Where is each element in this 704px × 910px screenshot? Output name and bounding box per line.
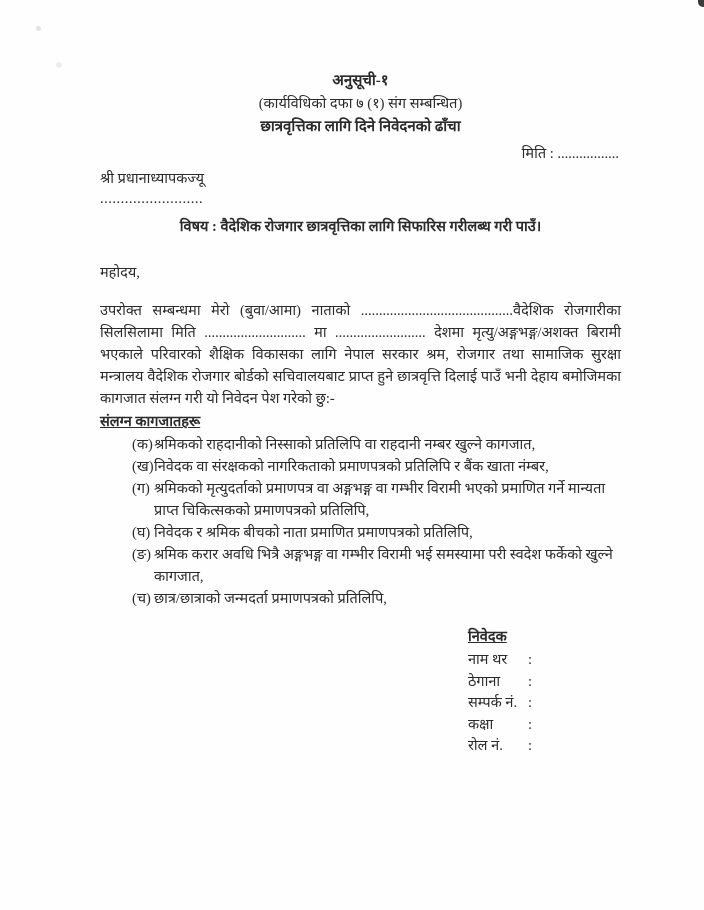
- subject-line: विषय : वैदेशिक रोजगार छात्रवृत्तिका लागि सिफारिस गरीलब्ध गरी पाउँ।: [179, 219, 542, 235]
- applicant-fields: [468, 650, 621, 758]
- salutation: महोदय,: [100, 265, 140, 281]
- attachment-marker: (च): [132, 591, 151, 607]
- applicant-heading: निवेदक: [468, 629, 507, 645]
- field-label: नाम थर: [468, 652, 508, 668]
- attachment-text: निवेदक वा संरक्षकको नागरिकताको प्रमाणपत्रको प्रतिलिपि र बैंक खाता नंम्बर,: [154, 459, 549, 475]
- addressee-block: [100, 168, 621, 208]
- attachment-marker: (ङ): [132, 547, 151, 563]
- field-colon: :: [528, 716, 533, 733]
- scan-corner-artifact: [698, 0, 704, 7]
- applicant-field-row: [468, 736, 621, 758]
- schedule-title: अनुसूची-१: [332, 73, 389, 89]
- attachment-text: श्रमिक करार अवधि भित्रै अङ्गभङ्ग वा गम्भीर विरामी भई समस्यामा परी स्वदेश फर्केको खुल्ने कागजात,: [154, 547, 613, 585]
- body-paragraph: उपरोक्त सम्बन्धमा मेरो (बुवा/आमा) नाताको ..........................................वैदेशिक रोजगारीका सिलसिलामा मिति ............................ मा ......................... देशमा मृत्यु/अङ्गभङ्ग/अशक्त बिरामी भएकाले परिवारको शैक्षिक विकासका लागि नेपाल सरकार श्रम, रोजगार तथा सामाजिक सुरक्षा मन्त्रालय वैदेशिक रोजगार बोर्डको सचिवालयबाट प्राप्त हुने छात्रवृत्ति दिलाई पाउँ भनी देहाय बमोजिमका कागजात संलग्न गरी यो निवेदन पेश गरेको छु:-: [100, 303, 621, 407]
- field-label: रोल नं.: [468, 738, 503, 754]
- attachment-marker: (घ): [132, 525, 151, 541]
- field-label: सम्पर्क नं.: [468, 695, 518, 711]
- field-label: ठेगाना: [468, 673, 501, 690]
- applicant-block: [468, 626, 621, 758]
- attachment-text: श्रमिकको मृत्युदर्ताको प्रमाणपत्र वा अङ्गभङ्ग वा गम्भीर विरामी भएको प्रमाणित गर्ने मान्यता प्राप्त चिकित्सकको प्रमाणपत्रको प्रतिलिपि,: [154, 481, 606, 519]
- schedule-subtitle: (कार्यविधिको दफा ७ (१) संग सम्बन्धित): [258, 96, 463, 112]
- applicant-field-row: [468, 672, 621, 694]
- addressee-blank-line: .........................: [100, 191, 204, 207]
- field-colon: :: [528, 695, 533, 711]
- applicant-field-row: [468, 715, 621, 737]
- attachment-text: छात्र/छात्राको जन्मदर्ता प्रमाणपत्रको प्रतिलिपि,: [154, 591, 387, 607]
- document-header: [100, 70, 621, 138]
- attachment-marker: (ग): [132, 481, 150, 497]
- field-colon: :: [528, 738, 533, 754]
- attachment-text: श्रमिकको राहदानीको निस्साको प्रतिलिपि वा राहदानी नम्बर खुल्ने कागजात,: [154, 437, 536, 453]
- form-title: छात्रवृत्तिका लागि दिने निवेदनको ढाँचा: [260, 119, 461, 135]
- attachment-item: [100, 434, 621, 456]
- attachment-marker: (ख): [132, 459, 154, 475]
- field-colon: :: [528, 652, 533, 668]
- attachment-item: [100, 522, 621, 544]
- attachment-text: निवेदक र श्रमिक बीचको नाता प्रमाणित प्रमाणपत्रको प्रतिलिपि,: [154, 525, 473, 541]
- applicant-field-row: [468, 650, 621, 672]
- attachment-item: [100, 456, 621, 478]
- scan-speck: [36, 26, 41, 31]
- attachment-marker: (क): [132, 437, 153, 453]
- attachment-item: [100, 588, 621, 610]
- date-line: मिति : .................: [521, 146, 619, 162]
- attachments-heading: संलग्न कागजातहरू: [100, 414, 201, 430]
- scan-speck: [56, 62, 62, 68]
- field-label: कक्षा: [468, 716, 494, 733]
- addressee-name: श्री प्रधानाध्यापकज्यू: [100, 171, 205, 187]
- document-content: [100, 70, 621, 758]
- attachment-item: [100, 544, 621, 588]
- applicant-field-row: [468, 693, 621, 715]
- field-colon: :: [528, 673, 533, 690]
- attachment-item: [100, 478, 621, 522]
- attachments-list: [100, 434, 621, 610]
